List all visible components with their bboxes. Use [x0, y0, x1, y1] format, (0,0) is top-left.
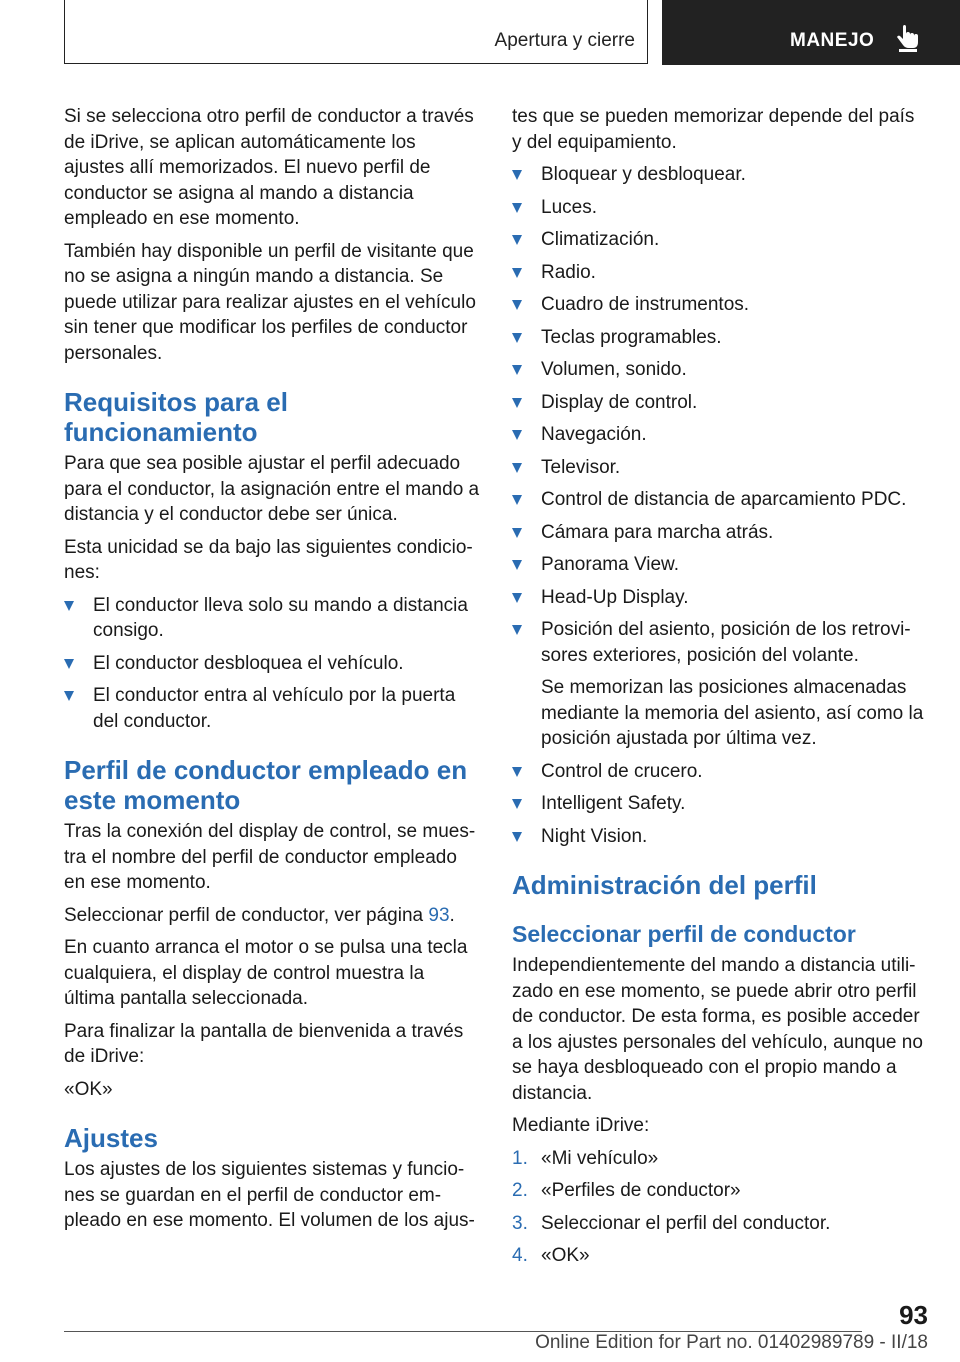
systems-list	[512, 162, 928, 668]
hand-pointer-icon	[896, 25, 920, 53]
triangle-bullet-icon	[512, 365, 522, 375]
left-column	[64, 104, 480, 1241]
list-item: Control de distancia de aparcamiento PDC.	[512, 487, 928, 513]
list-subnote: Se memorizan las posiciones almacenadas mediante la memoria del asiento, así como la posición ajustada por última vez.	[541, 677, 924, 749]
list-item: Radio.	[512, 260, 928, 286]
triangle-bullet-icon	[64, 659, 74, 669]
triangle-bullet-icon	[512, 203, 522, 213]
list-item: Luces.	[512, 195, 928, 221]
triangle-bullet-icon	[512, 832, 522, 842]
list-item: El conductor lleva solo su mando a distancia consigo.	[64, 593, 480, 644]
triangle-bullet-icon	[64, 601, 74, 611]
paragraph: Esta unicidad se da bajo las siguientes condicio‐ nes:	[64, 536, 473, 583]
paragraph: También hay disponible un perfil de visitante que no se asigna a ningún mando a distancia. Se puede utilizar para realizar ajustes en el vehículo sin tener que modificar los perfiles de conductor personales.	[64, 240, 476, 364]
paragraph: Mediante iDrive:	[512, 1115, 650, 1136]
triangle-bullet-icon	[512, 235, 522, 245]
triangle-bullet-icon	[512, 170, 522, 180]
list-item: Head-Up Display.	[512, 585, 928, 611]
list-item: Climatización.	[512, 227, 928, 253]
list-item: Display de control.	[512, 390, 928, 416]
paragraph: Los ajustes de los siguientes sistemas y funcio‐ nes se guardan en el perfil de conductor em‐ pleado en ese momento. El volumen de los ajus‐	[64, 1159, 475, 1231]
paragraph: tes que se pueden memorizar depende del país y del equipamiento.	[512, 106, 915, 153]
list-item: Bloquear y desbloquear.	[512, 162, 928, 188]
step-item: 4. «OK»	[512, 1245, 590, 1266]
conditions-list	[64, 593, 480, 735]
triangle-bullet-icon	[512, 625, 522, 635]
triangle-bullet-icon	[512, 799, 522, 809]
right-column	[512, 104, 928, 1276]
step-item: 2. «Perfiles de conductor»	[512, 1180, 741, 1201]
list-item: Navegación.	[512, 422, 928, 448]
list-item: Intelligent Safety.	[512, 791, 928, 817]
systems-list-continued	[512, 759, 928, 850]
paragraph: En cuanto arranca el motor o se pulsa una tecla cualquiera, el display de control muestra la última pantalla seleccionada.	[64, 937, 468, 1009]
steps-list	[512, 1146, 928, 1269]
list-item: Cámara para marcha atrás.	[512, 520, 928, 546]
triangle-bullet-icon	[512, 560, 522, 570]
triangle-bullet-icon	[64, 691, 74, 701]
step-item: 1. «Mi vehículo»	[512, 1147, 659, 1169]
page-number: 93	[899, 1300, 928, 1330]
triangle-bullet-icon	[512, 268, 522, 278]
triangle-bullet-icon	[512, 398, 522, 408]
paragraph: Para que sea posible ajustar el perfil adecuado para el conductor, la asignación entre el mando a distancia y el conductor debe ser única.	[64, 453, 480, 525]
heading-administracion: Administración del perfil	[512, 870, 817, 900]
list-item: El conductor entra al vehículo por la puerta del conductor.	[64, 683, 480, 734]
triangle-bullet-icon	[512, 430, 522, 440]
paragraph: Tras la conexión del display de control, se mues‐ tra el nombre del perfil de conductor empleado en ese momento.	[64, 821, 476, 893]
list-item: Control de crucero.	[512, 759, 928, 785]
paragraph: Para finalizar la pantalla de bienvenida a través de iDrive:	[64, 1020, 464, 1067]
triangle-bullet-icon	[512, 463, 522, 473]
triangle-bullet-icon	[512, 333, 522, 343]
list-item: Televisor.	[512, 455, 928, 481]
triangle-bullet-icon	[512, 528, 522, 538]
paragraph-with-link: Seleccionar perfil de conductor, ver página 93.	[64, 904, 455, 926]
paragraph: «OK»	[64, 1078, 113, 1100]
triangle-bullet-icon	[512, 767, 522, 777]
subheading-seleccionar-perfil: Seleccionar perfil de conductor	[512, 921, 856, 947]
paragraph: Independientemente del mando a distancia utili‐ zado en ese momento, se puede abrir otro perfil de conductor. De esta forma, es posible acceder a los ajustes personales del vehículo, aunque no se haya desbloqueado con el propio mando a distancia.	[512, 955, 923, 1104]
triangle-bullet-icon	[512, 593, 522, 603]
header-section-title: Apertura y cierre	[494, 30, 635, 51]
list-item: Posición del asiento, posición de los retrovi‐ sores exteriores, posición del volante.	[512, 617, 928, 668]
footer-edition: Online Edition for Part no. 01402989789 - II/18	[535, 1332, 928, 1353]
list-item: Panorama View.	[512, 552, 928, 578]
heading-ajustes: Ajustes	[64, 1123, 158, 1153]
triangle-bullet-icon	[512, 300, 522, 310]
header-tab-label: MANEJO	[790, 30, 875, 51]
step-item: 3. Seleccionar el perfil del conductor.	[512, 1212, 831, 1234]
heading-perfil-actual: Perfil de conductor empleado en este momento	[64, 755, 468, 815]
list-item: Volumen, sonido.	[512, 357, 928, 383]
paragraph: Si se selecciona otro perfil de conductor a través de iDrive, se aplican automáticamente los ajustes allí memorizados. El nuevo perfil de conductor se asigna al mando a distancia empleado en ese momento.	[64, 106, 474, 229]
triangle-bullet-icon	[512, 495, 522, 505]
heading-requisitos: Requisitos para el funcionamiento	[64, 387, 288, 447]
list-item: Cuadro de instrumentos.	[512, 292, 928, 318]
list-item: Night Vision.	[512, 824, 928, 850]
list-item: Teclas programables.	[512, 325, 928, 351]
list-item: El conductor desbloquea el vehículo.	[64, 651, 480, 677]
page-reference-link[interactable]: 93	[428, 904, 450, 926]
